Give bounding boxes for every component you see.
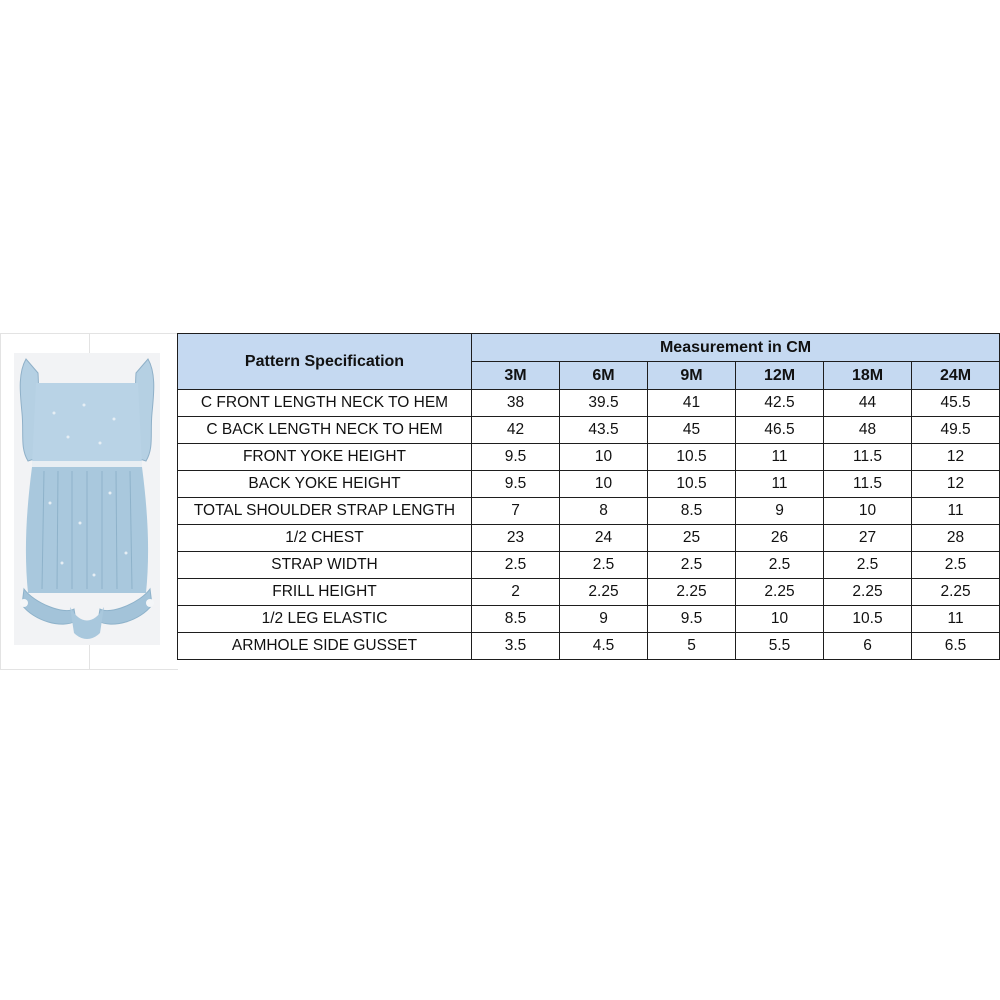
measurement-table (177, 333, 1000, 660)
measurement-cell: 11 (912, 606, 1000, 633)
table-row (178, 390, 1000, 417)
measurement-cell: 24 (560, 525, 648, 552)
measurement-cell: 2.25 (560, 579, 648, 606)
measurement-cell: 10 (824, 498, 912, 525)
measurement-cell: 26 (736, 525, 824, 552)
measurement-cell: 27 (824, 525, 912, 552)
measurement-cell: 5.5 (736, 633, 824, 660)
measurement-cell: 2.5 (824, 552, 912, 579)
measurement-cell: 2.25 (648, 579, 736, 606)
measurement-cell: 45.5 (912, 390, 1000, 417)
grid-line (0, 333, 178, 334)
row-label: STRAP WIDTH (178, 552, 472, 579)
row-label: BACK YOKE HEIGHT (178, 471, 472, 498)
size-header: 18M (824, 362, 912, 390)
measurement-cell: 8 (560, 498, 648, 525)
measurement-cell: 9.5 (472, 471, 560, 498)
measurement-cell: 41 (648, 390, 736, 417)
measurement-cell: 42 (472, 417, 560, 444)
table-row (178, 417, 1000, 444)
measurement-cell: 11.5 (824, 444, 912, 471)
measurement-cell: 45 (648, 417, 736, 444)
measurement-cell: 9 (560, 606, 648, 633)
table-row (178, 498, 1000, 525)
measurement-cell: 9.5 (648, 606, 736, 633)
measurement-cell: 2.5 (912, 552, 1000, 579)
row-label: ARMHOLE SIDE GUSSET (178, 633, 472, 660)
measurement-cell: 11 (912, 498, 1000, 525)
measurement-cell: 3.5 (472, 633, 560, 660)
row-label: 1/2 LEG ELASTIC (178, 606, 472, 633)
measurement-cell: 44 (824, 390, 912, 417)
measurement-cell: 6.5 (912, 633, 1000, 660)
measurement-cell: 39.5 (560, 390, 648, 417)
measurement-cell: 23 (472, 525, 560, 552)
pattern-specification-header: Pattern Specification (178, 334, 472, 390)
measurement-cell: 38 (472, 390, 560, 417)
row-label: C BACK LENGTH NECK TO HEM (178, 417, 472, 444)
measurement-cell: 42.5 (736, 390, 824, 417)
measurement-cell: 2.5 (648, 552, 736, 579)
measurement-cell: 48 (824, 417, 912, 444)
size-header: 6M (560, 362, 648, 390)
measurement-cell: 5 (648, 633, 736, 660)
row-label: TOTAL SHOULDER STRAP LENGTH (178, 498, 472, 525)
measurement-cell: 12 (912, 471, 1000, 498)
measurement-cell: 7 (472, 498, 560, 525)
table-row (178, 471, 1000, 498)
size-header: 3M (472, 362, 560, 390)
measurement-cell: 2.5 (472, 552, 560, 579)
measurement-cell: 9 (736, 498, 824, 525)
measurement-cell: 43.5 (560, 417, 648, 444)
measurement-cell: 2.5 (736, 552, 824, 579)
row-label: FRONT YOKE HEIGHT (178, 444, 472, 471)
measurement-cell: 2.25 (736, 579, 824, 606)
table-row (178, 633, 1000, 660)
table-row (178, 579, 1000, 606)
table-row (178, 606, 1000, 633)
measurement-cell: 49.5 (912, 417, 1000, 444)
size-header: 24M (912, 362, 1000, 390)
size-header: 12M (736, 362, 824, 390)
measurement-cell: 10 (736, 606, 824, 633)
measurement-cell: 8.5 (472, 606, 560, 633)
measurement-cell: 2.25 (824, 579, 912, 606)
measurement-cell: 12 (912, 444, 1000, 471)
row-label: 1/2 CHEST (178, 525, 472, 552)
measurement-group-header: Measurement in CM (472, 334, 1000, 362)
table-row (178, 444, 1000, 471)
grid-line (0, 669, 178, 670)
measurement-cell: 9.5 (472, 444, 560, 471)
measurement-cell: 10 (560, 444, 648, 471)
size-header: 9M (648, 362, 736, 390)
grid-line (0, 333, 1, 670)
measurement-cell: 46.5 (736, 417, 824, 444)
measurement-cell: 11.5 (824, 471, 912, 498)
measurement-cell: 2.5 (560, 552, 648, 579)
table-row (178, 525, 1000, 552)
measurement-cell: 11 (736, 471, 824, 498)
table-row (178, 552, 1000, 579)
table-body (178, 390, 1000, 660)
measurement-cell: 6 (824, 633, 912, 660)
measurement-cell: 4.5 (560, 633, 648, 660)
spreadsheet-area (0, 333, 1000, 670)
measurement-cell: 8.5 (648, 498, 736, 525)
measurement-cell: 10 (560, 471, 648, 498)
measurement-cell: 2.25 (912, 579, 1000, 606)
measurement-cell: 25 (648, 525, 736, 552)
measurement-cell: 2 (472, 579, 560, 606)
measurement-cell: 10.5 (648, 471, 736, 498)
measurement-cell: 10.5 (648, 444, 736, 471)
garment-photo (14, 353, 160, 645)
row-label: C FRONT LENGTH NECK TO HEM (178, 390, 472, 417)
measurement-cell: 28 (912, 525, 1000, 552)
row-label: FRILL HEIGHT (178, 579, 472, 606)
measurement-cell: 10.5 (824, 606, 912, 633)
measurement-cell: 11 (736, 444, 824, 471)
